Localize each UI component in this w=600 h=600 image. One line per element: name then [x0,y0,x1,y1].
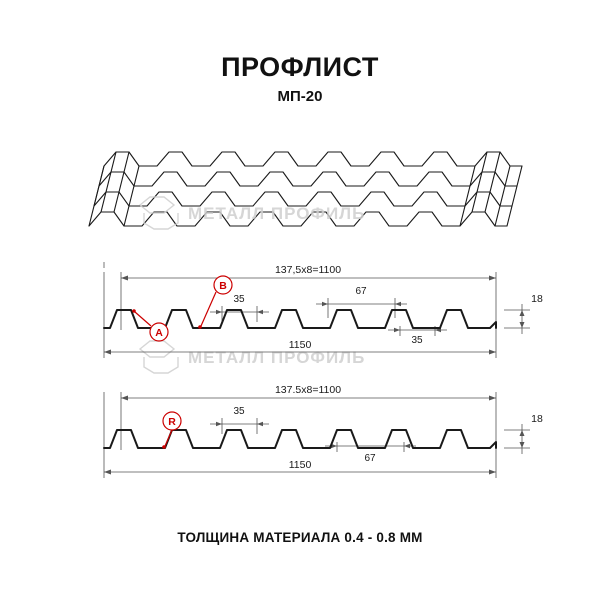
top-section-drawing [104,262,543,358]
watermark-text-2: МЕТАЛЛ ПРОФИЛЬ [188,348,366,367]
top-height-label: 18 [531,293,543,305]
bottom-dim-35: 35 [233,406,245,417]
top-total-width-label: 1150 [288,339,312,351]
callout-r-label: R [168,416,176,428]
page-title: ПРОФЛИСТ [221,52,379,82]
watermark-logo-top [140,197,365,229]
watermark-logo-bottom [140,341,365,373]
watermark-text: МЕТАЛЛ ПРОФИЛЬ [188,204,366,223]
callout-a-label: A [155,327,163,339]
top-dim-67: 67 [355,286,367,297]
top-dim-35-left: 35 [233,294,245,305]
bottom-section-drawing [104,384,543,478]
material-thickness-note: ТОЛЩИНА МАТЕРИАЛА 0.4 - 0.8 ММ [177,530,423,545]
bottom-height-label: 18 [531,413,543,425]
page-subtitle-model: МП-20 [277,88,323,105]
top-pitch-label: 137,5x8=1100 [274,264,342,276]
bottom-pitch-label: 137.5x8=1100 [274,384,342,396]
bottom-dim-67: 67 [364,453,376,464]
top-dim-35-right: 35 [411,335,423,346]
bottom-total-width-label: 1150 [288,459,312,471]
bottom-profile-outline [104,430,496,448]
callout-b-label: B [219,280,227,292]
callout-b [198,276,232,329]
